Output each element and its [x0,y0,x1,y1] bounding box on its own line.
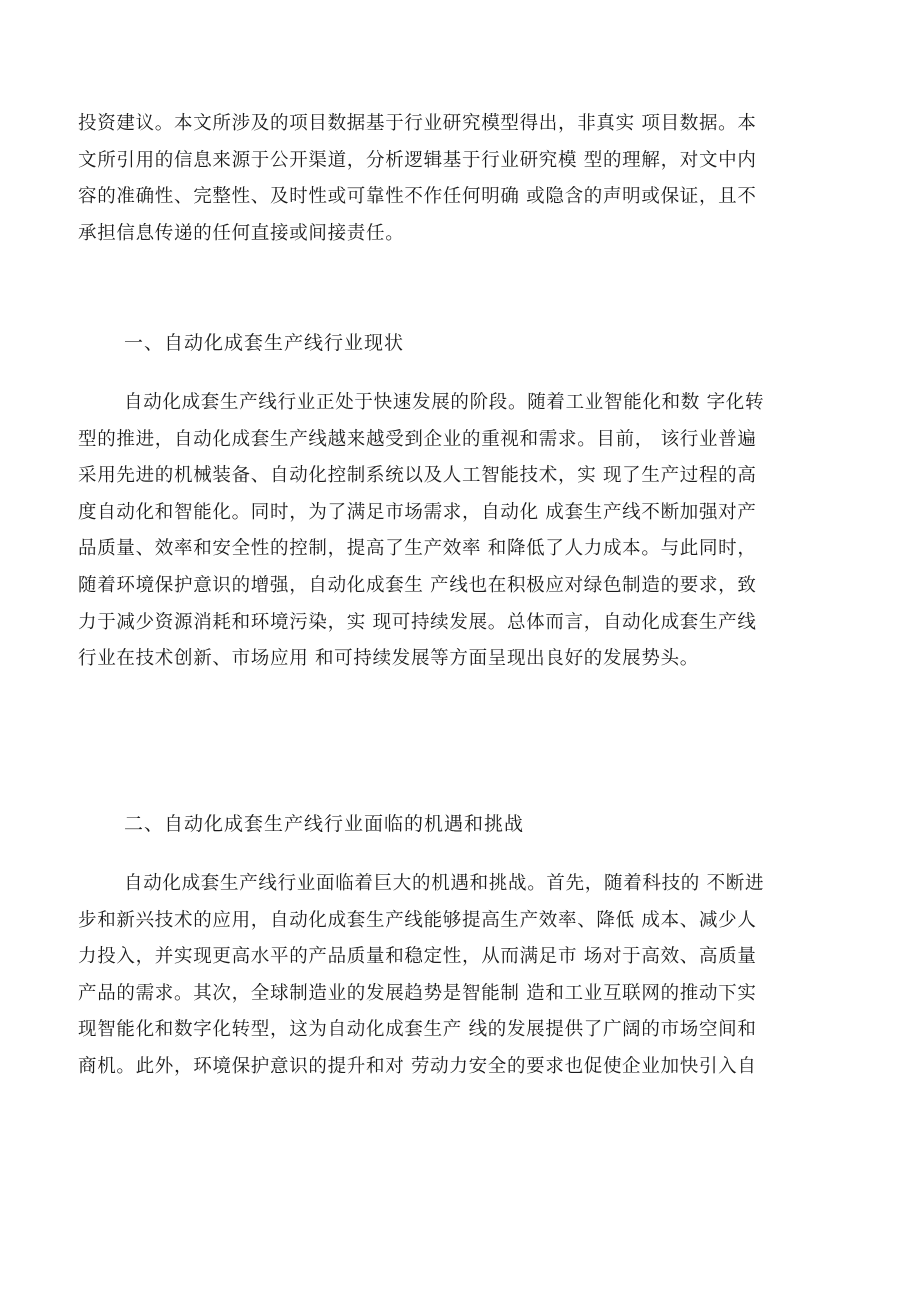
paragraph-line: 行业在技术创新、市场应用 和可持续发展等方面呈现出良好的发展势头。 [78,648,699,670]
paragraph-line: 自动化成套生产线行业面临着巨大的机遇和挑战。首先，随着科技的 不断进 [124,873,765,894]
paragraph-line: 产品的需求。其次，全球制造业的发展趋势是智能制 造和工业互联网的推动下实 [78,982,757,1004]
paragraph-line: 品质量、效率和安全性的控制，提高了生产效率 和降低了人力成本。与此同时， [78,538,757,560]
paragraph-line: 容的准确性、完整性、及时性或可靠性不作任何明确 或隐含的声明或保证，且不 [78,186,757,208]
section-heading-2 [78,806,842,843]
paragraph-line: 力于减少资源消耗和环境污染，实 现可持续发展。总体而言，自动化成套生产线 [78,611,757,633]
paragraph-line: 型的推进，自动化成套生产线越来越受到企业的重视和需求。目前， 该行业普遍 [78,428,757,450]
paragraph-line: 商机。此外，环境保护意识的提升和对 劳动力安全的要求也促使企业加快引入自 [78,1055,757,1077]
heading-text: 一、自动化成套生产线行业现状 [124,332,405,354]
paragraph-line: 自动化成套生产线行业正处于快速发展的阶段。随着工业智能化和数 字化转 [124,392,765,413]
paragraph-opportunities [78,866,842,1086]
paragraph-line: 承担信息传递的任何直接或间接责任。 [78,222,405,244]
heading-text: 二、自动化成套生产线行业面临的机遇和挑战 [124,813,525,835]
paragraph-line: 采用先进的机械装备、自动化控制系统以及人工智能技术，实 现了生产过程的高 [78,465,757,487]
paragraph-industry-status [78,385,842,678]
paragraph-intro [78,106,842,252]
paragraph-line: 现智能化和数字化转型，这为自动化成套生产 线的发展提供了广阔的市场空间和 [78,1019,757,1041]
paragraph-line: 文所引用的信息来源于公开渠道，分析逻辑基于行业研究模 型的理解，对文中内 [78,149,757,171]
paragraph-line: 随着环境保护意识的增强，自动化成套生 产线也在积极应对绿色制造的要求，致 [78,574,757,596]
paragraph-line: 投资建议。本文所涉及的项目数据基于行业研究模型得出，非真实 项目数据。本 [78,113,757,134]
section-heading-1 [78,325,842,362]
paragraph-line: 步和新兴技术的应用，自动化成套生产线能够提高生产效率、降低 成本、减少人 [78,909,757,931]
paragraph-line: 力投入，并实现更高水平的产品质量和稳定性，从而满足市 场对于高效、高质量 [78,946,757,968]
paragraph-line: 度自动化和智能化。同时，为了满足市场需求，自动化 成套生产线不断加强对产 [78,501,757,523]
